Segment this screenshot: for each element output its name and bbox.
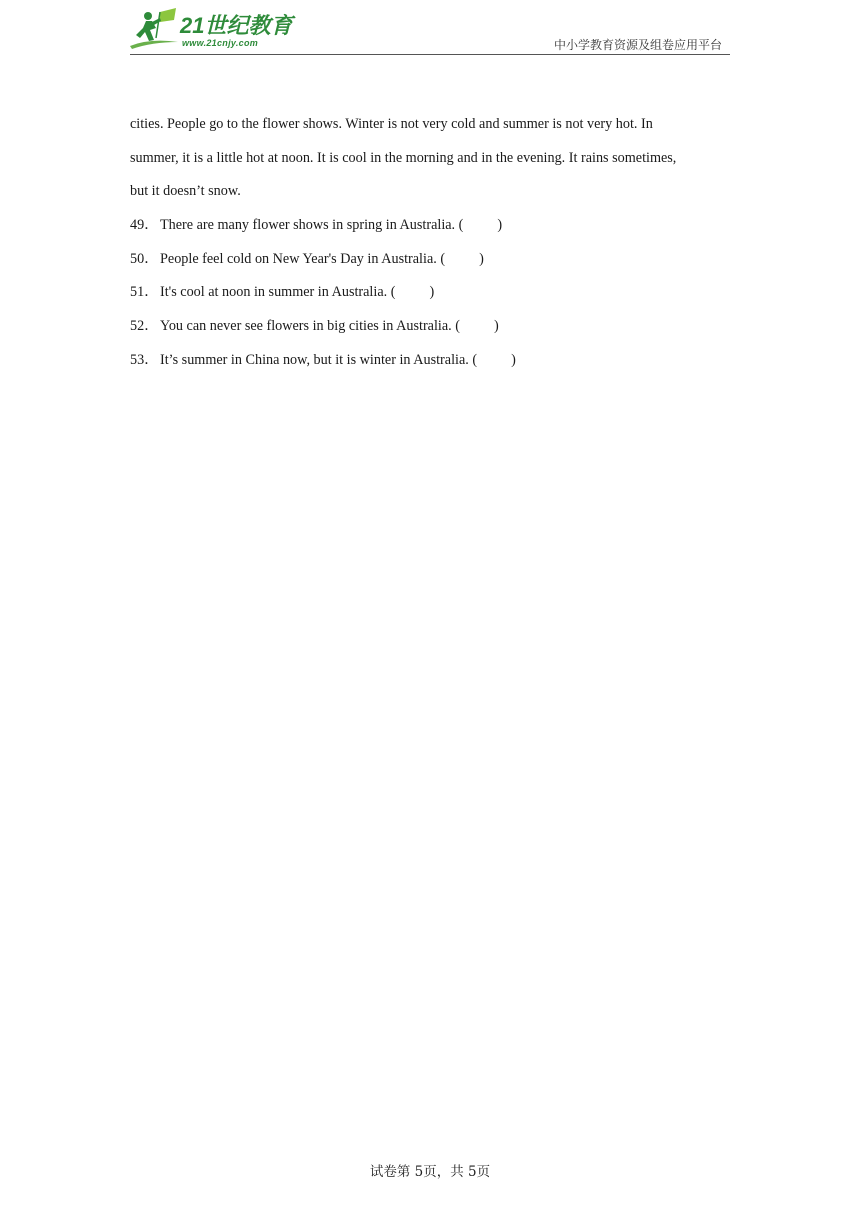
question-text: People feel cold on New Year's Day in Australia. (	[160, 250, 446, 267]
question-item	[130, 310, 730, 344]
platform-name: 中小学教育资源及组卷应用平台	[553, 38, 722, 52]
question-number: 49．	[130, 217, 159, 234]
question-number: 52．	[130, 318, 159, 335]
question-number: 53．	[130, 351, 159, 368]
runner-logo-icon	[130, 8, 180, 52]
question-item	[130, 276, 730, 310]
question-item	[130, 209, 730, 243]
logo-url: www.21cnjy.com	[182, 38, 259, 48]
page-header	[130, 8, 730, 54]
logo-title: 21世纪教育	[180, 13, 293, 38]
question-item	[130, 344, 730, 378]
reading-passage	[130, 108, 730, 209]
question-close-paren: )	[479, 250, 484, 267]
question-text: You can never see flowers in big cities in Australia. (	[160, 318, 460, 335]
page-footer: 试卷第 5页，共 5页	[369, 1164, 491, 1180]
question-close-paren: )	[429, 284, 435, 301]
passage-line: but it doesn’t snow.	[130, 183, 241, 200]
header-divider	[130, 54, 730, 55]
question-close-paren: )	[493, 318, 499, 335]
page-content	[130, 108, 730, 378]
site-logo[interactable]	[130, 8, 300, 52]
question-close-paren: )	[497, 217, 503, 234]
question-text: It's cool at noon in summer in Australia. (	[160, 284, 396, 301]
question-number: 50．	[130, 250, 159, 267]
question-number: 51．	[130, 284, 159, 301]
question-text: It’s summer in China now, but it is winter in Australia. (	[160, 351, 478, 368]
question-list	[130, 209, 730, 377]
question-item	[130, 243, 730, 277]
passage-line: cities. People go to the flower shows. Winter is not very cold and summer is not very hot. In	[130, 116, 653, 132]
passage-line: summer, it is a little hot at noon. It is cool in the morning and in the evening. It rains sometimes,	[130, 149, 677, 166]
question-text: There are many flower shows in spring in Australia. (	[160, 217, 464, 234]
question-close-paren: )	[511, 351, 516, 368]
